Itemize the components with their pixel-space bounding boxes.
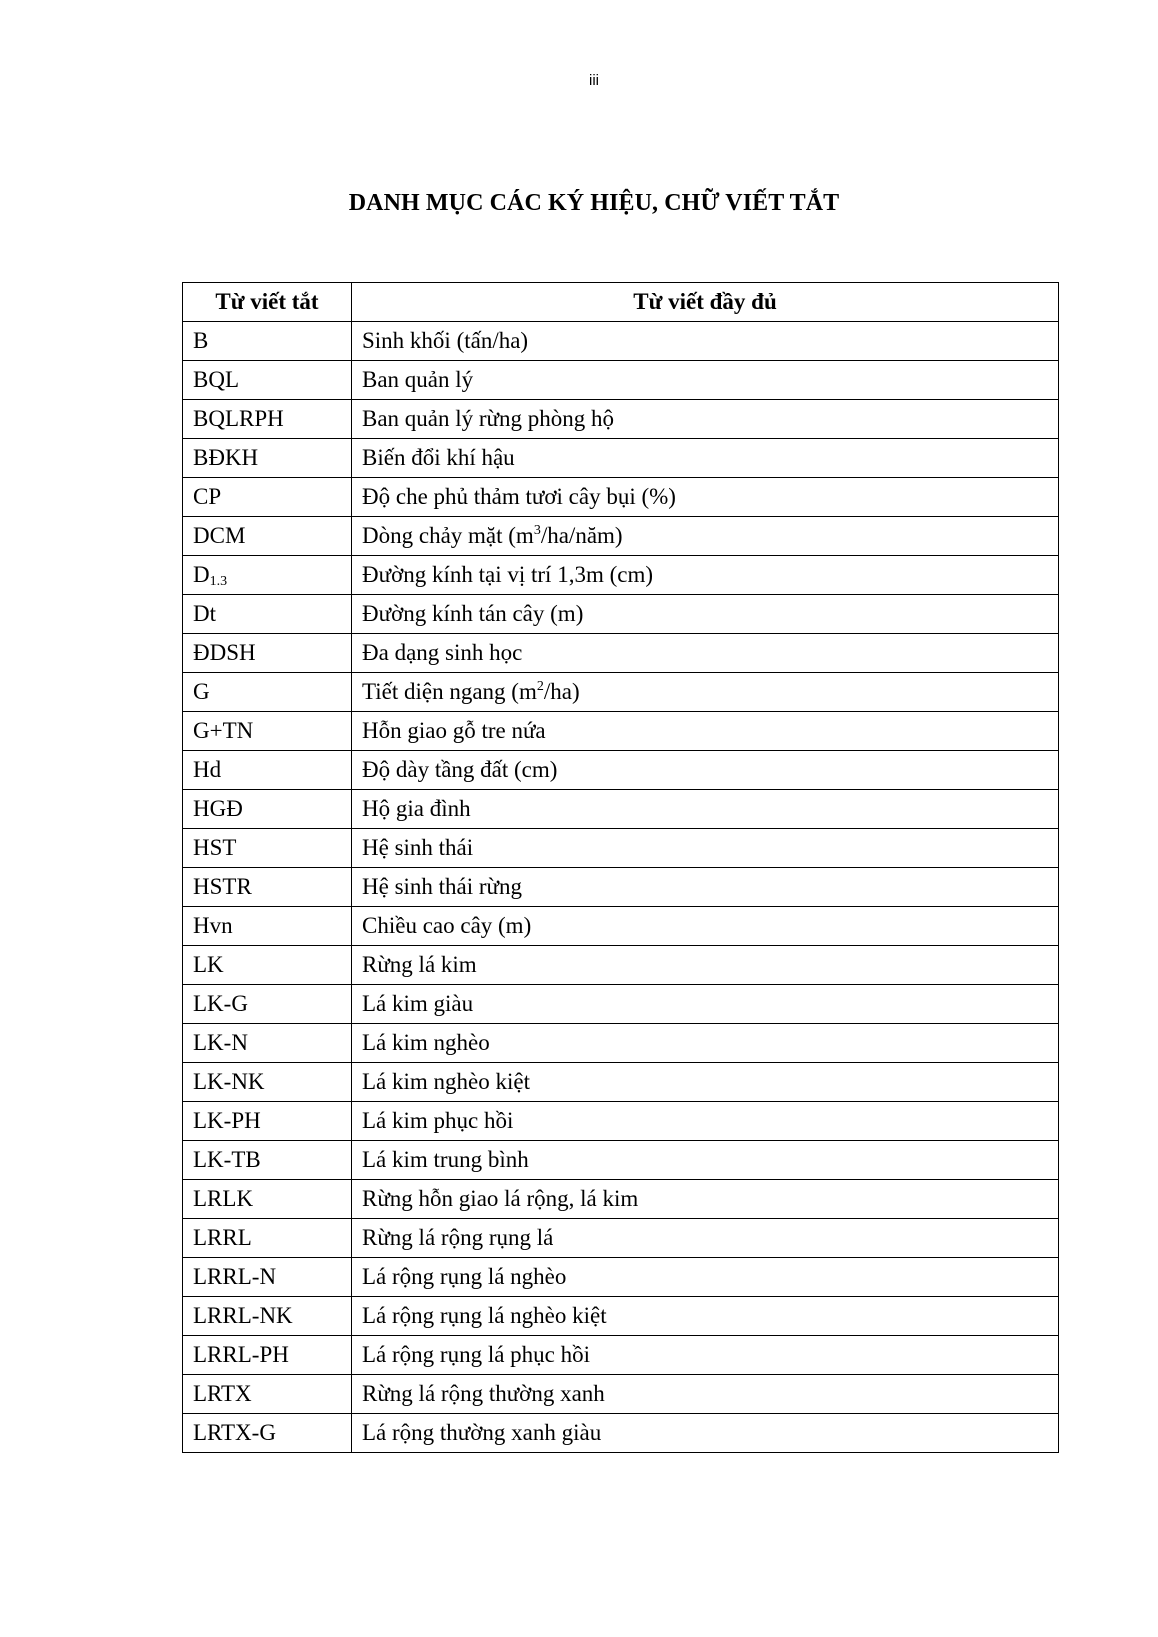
full-form-cell <box>352 673 1059 712</box>
table-row <box>183 1375 1059 1414</box>
table-row <box>183 712 1059 751</box>
abbreviation-cell: LK-N <box>183 1024 352 1063</box>
full-form-cell: Hệ sinh thái rừng <box>352 868 1059 907</box>
full-form-cell: Hộ gia đình <box>352 790 1059 829</box>
full-form-cell: Hệ sinh thái <box>352 829 1059 868</box>
full-form-cell: Ban quản lý <box>352 361 1059 400</box>
table-row <box>183 1297 1059 1336</box>
table-row <box>183 1414 1059 1453</box>
full-form-text: Tiết diện ngang (m <box>362 679 537 704</box>
full-form-cell: Độ che phủ thảm tươi cây bụi (%) <box>352 478 1059 517</box>
abbreviation-cell: Hvn <box>183 907 352 946</box>
abbreviation-cell: DCM <box>183 517 352 556</box>
header-full-form: Từ viết đầy đủ <box>352 283 1059 322</box>
full-form-cell: Biến đổi khí hậu <box>352 439 1059 478</box>
header-abbreviation: Từ viết tắt <box>183 283 352 322</box>
abbreviation-cell: G <box>183 673 352 712</box>
table-row <box>183 751 1059 790</box>
full-form-cell: Lá rộng rụng lá nghèo kiệt <box>352 1297 1059 1336</box>
abbreviation-cell: ĐDSH <box>183 634 352 673</box>
table-row <box>183 400 1059 439</box>
abbreviation-cell: Dt <box>183 595 352 634</box>
table-row <box>183 517 1059 556</box>
abbreviation-cell: LRTX <box>183 1375 352 1414</box>
page-title: DANH MỤC CÁC KÝ HIỆU, CHỮ VIẾT TẮT <box>348 190 840 216</box>
table-row <box>183 907 1059 946</box>
full-form-cell <box>352 517 1059 556</box>
full-form-cell: Đường kính tại vị trí 1,3m (cm) <box>352 556 1059 595</box>
full-form-cell: Rừng hỗn giao lá rộng, lá kim <box>352 1180 1059 1219</box>
full-form-cell: Lá rộng rụng lá phục hồi <box>352 1336 1059 1375</box>
full-form-cell: Hỗn giao gỗ tre nứa <box>352 712 1059 751</box>
full-form-cell: Độ dày tầng đất (cm) <box>352 751 1059 790</box>
abbreviation-cell: LRRL <box>183 1219 352 1258</box>
page-number: iii <box>589 72 599 89</box>
abbreviation-cell: B <box>183 322 352 361</box>
abbreviation-cell: HSTR <box>183 868 352 907</box>
full-form-cell: Lá kim nghèo <box>352 1024 1059 1063</box>
abbreviation-table <box>182 282 1059 1453</box>
table-row <box>183 1063 1059 1102</box>
abbreviation-cell: LRLK <box>183 1180 352 1219</box>
abbreviation-cell: LK <box>183 946 352 985</box>
abbreviation-cell: LK-NK <box>183 1063 352 1102</box>
full-form-text: Dòng chảy mặt (m <box>362 523 534 548</box>
abbreviation-cell: CP <box>183 478 352 517</box>
abbreviation-cell: HST <box>183 829 352 868</box>
abbreviation-base: D <box>193 562 210 587</box>
abbreviation-cell: LRTX-G <box>183 1414 352 1453</box>
table-row <box>183 1219 1059 1258</box>
full-form-cell: Rừng lá kim <box>352 946 1059 985</box>
table-row <box>183 634 1059 673</box>
table-row <box>183 985 1059 1024</box>
full-form-cell: Lá kim giàu <box>352 985 1059 1024</box>
table-row <box>183 556 1059 595</box>
table-row <box>183 946 1059 985</box>
full-form-cell: Lá rộng rụng lá nghèo <box>352 1258 1059 1297</box>
full-form-cell: Rừng lá rộng thường xanh <box>352 1375 1059 1414</box>
abbreviation-cell: LK-TB <box>183 1141 352 1180</box>
table-row <box>183 439 1059 478</box>
full-form-text: /ha/năm) <box>540 523 623 548</box>
table-row <box>183 595 1059 634</box>
table-row <box>183 361 1059 400</box>
table-row <box>183 1102 1059 1141</box>
abbreviation-cell: LK-G <box>183 985 352 1024</box>
table-header-row <box>183 283 1059 322</box>
abbreviation-cell: LRRL-N <box>183 1258 352 1297</box>
full-form-cell: Lá kim trung bình <box>352 1141 1059 1180</box>
full-form-cell: Lá kim nghèo kiệt <box>352 1063 1059 1102</box>
table-row <box>183 790 1059 829</box>
table-row <box>183 322 1059 361</box>
abbreviation-cell: BQL <box>183 361 352 400</box>
table-row <box>183 1180 1059 1219</box>
table-row <box>183 1258 1059 1297</box>
abbreviation-cell: HGĐ <box>183 790 352 829</box>
abbreviation-cell: LK-PH <box>183 1102 352 1141</box>
full-form-cell: Lá rộng thường xanh giàu <box>352 1414 1059 1453</box>
full-form-cell: Đường kính tán cây (m) <box>352 595 1059 634</box>
table-row <box>183 1336 1059 1375</box>
abbreviation-cell: LRRL-PH <box>183 1336 352 1375</box>
abbreviation-cell: BĐKH <box>183 439 352 478</box>
full-form-superscript: 3 <box>533 523 541 538</box>
table-row <box>183 1141 1059 1180</box>
full-form-cell: Lá kim phục hồi <box>352 1102 1059 1141</box>
table-row <box>183 478 1059 517</box>
table-row <box>183 868 1059 907</box>
abbreviation-subscript: 1.3 <box>209 574 228 589</box>
abbreviation-cell <box>183 556 352 595</box>
full-form-cell: Đa dạng sinh học <box>352 634 1059 673</box>
table-row <box>183 1024 1059 1063</box>
abbreviation-cell: Hd <box>183 751 352 790</box>
table-row <box>183 673 1059 712</box>
full-form-cell: Ban quản lý rừng phòng hộ <box>352 400 1059 439</box>
full-form-superscript: 2 <box>536 679 544 694</box>
table-body <box>183 322 1059 1453</box>
abbreviation-cell: LRRL-NK <box>183 1297 352 1336</box>
full-form-cell: Chiều cao cây (m) <box>352 907 1059 946</box>
table-row <box>183 829 1059 868</box>
full-form-cell: Sinh khối (tấn/ha) <box>352 322 1059 361</box>
full-form-cell: Rừng lá rộng rụng lá <box>352 1219 1059 1258</box>
abbreviation-cell: G+TN <box>183 712 352 751</box>
full-form-text: /ha) <box>543 679 580 704</box>
abbreviation-cell: BQLRPH <box>183 400 352 439</box>
